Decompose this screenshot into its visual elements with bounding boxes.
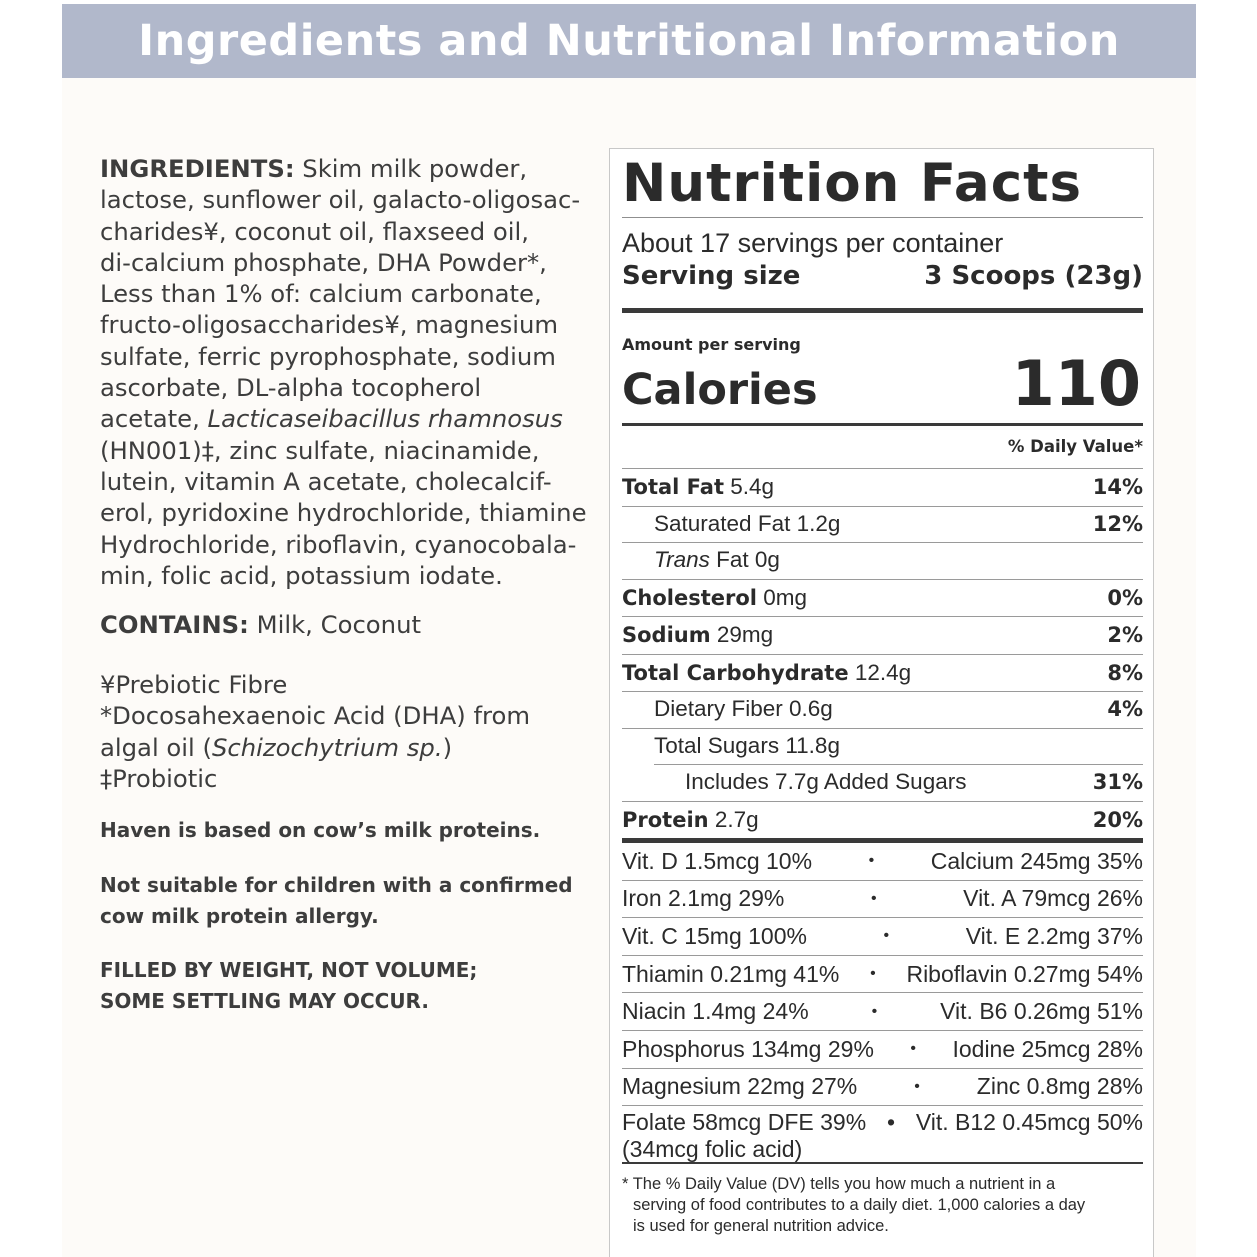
notice-weight-line2: SOME SETTLING MAY OCCUR. <box>100 989 429 1014</box>
bullet-separator: • <box>914 1077 920 1095</box>
nutrient-row-dietary-fiber <box>622 691 1143 728</box>
calories-row <box>622 347 1143 420</box>
vitamin-left: Niacin 1.4mg 24% <box>622 998 809 1025</box>
page-title: Ingredients and Nutritional Information <box>138 16 1120 66</box>
vitamin-right: Zinc 0.8mg 28% <box>976 1073 1143 1100</box>
notice-allergy-line2: cow milk protein allergy. <box>100 904 379 929</box>
footnote-dha-suffix: ) <box>442 732 453 762</box>
footnote-dha-line1: *Docosahexaenoic Acid (DHA) from <box>100 701 531 731</box>
vitamin-row-folate <box>622 1105 1143 1162</box>
total-fat-label: Total Fat <box>622 475 725 500</box>
sodium-dv: 2% <box>1107 623 1143 648</box>
total-sugars-label: Total Sugars 11.8g <box>654 732 840 758</box>
nutrition-facts-title: Nutrition Facts <box>622 153 1082 214</box>
total-carb-amount: 12.4g <box>848 659 912 685</box>
vitamin-row <box>622 1068 1143 1106</box>
serving-size-value: 3 Scoops (23g) <box>924 261 1143 291</box>
nutrient-row-trans-fat <box>622 542 1143 579</box>
ingredients-label: INGREDIENTS: <box>100 154 295 183</box>
nutrient-row-total-carbohydrate <box>622 654 1143 692</box>
footnote-dha-line2 <box>100 732 592 763</box>
nutrient-label <box>622 474 774 500</box>
ingredients-list-part2: (HN001)‡, zinc sulfate, niacinamide, lutein, vitamin A acetate, cholecalcif- erol, pyridoxine hydrochloride, thiamine Hydrochloride, riboflavin, cyanocobala- min, folic acid, potassium iodate. <box>100 435 587 590</box>
footnote-line1: * The % Daily Value (DV) tells you how much a nutrient in a <box>622 1175 1056 1194</box>
trans-fat-label <box>622 547 780 573</box>
footnote-line2: serving of food contributes to a daily diet. 1,000 calories a day <box>633 1196 1086 1215</box>
vitamin-left: Vit. D 1.5mcg 10% <box>622 847 813 874</box>
vitamin-row <box>622 1030 1143 1068</box>
notice-cow-milk: Haven is based on cow’s milk proteins. <box>100 818 541 843</box>
added-sugars-dv: 31% <box>1092 770 1143 795</box>
vitamin-right: Vit. A 79mcg 26% <box>963 885 1143 912</box>
serving-size-label: Serving size <box>622 261 801 291</box>
ingredients-column <box>100 153 592 1018</box>
serving-size-row <box>622 258 1143 294</box>
bullet-separator: • <box>868 852 875 870</box>
footnote-probiotic: ‡Probiotic <box>100 764 218 794</box>
nutrient-row-added-sugars <box>622 764 1143 801</box>
bullet-separator: • <box>871 1002 878 1020</box>
footnote-prebiotic: ¥Prebiotic Fibre <box>100 670 288 700</box>
vitamin-row <box>622 955 1143 993</box>
vitamin-left: Phosphorus 134mg 29% <box>622 1035 874 1062</box>
nutrient-label <box>622 660 911 686</box>
notice-allergy <box>100 870 592 933</box>
folate-line <box>622 1108 1143 1136</box>
total-fat-amount: 5.4g <box>724 474 775 500</box>
notice-fill-weight <box>100 955 592 1018</box>
ingredients-list-part1: Skim milk powder, lactose, sunflower oil, galacto-oligosac- charides¥, coconut oil, flaxseed oil, di-calcium phosphate, DHA Powder*, Less than 1% of: calcium carbonate, fructo-oligosaccharides¥, magnesium sulfate, ferric pyrophosphate, sodium ascorbate, DL-alpha tocopherol acetate, <box>100 154 581 434</box>
vitamin-right: Calcium 245mg 35% <box>930 847 1143 874</box>
vitamin-row <box>622 880 1143 918</box>
nutrient-label <box>622 622 773 648</box>
ingredients-text <box>100 153 592 591</box>
bullet-separator: • <box>883 927 890 945</box>
notice-allergy-line1: Not suitable for children with a confirmed <box>100 872 573 897</box>
daily-value-header: % Daily Value* <box>1007 437 1143 456</box>
vitamin-row <box>622 843 1143 880</box>
protein-amount: 2.7g <box>708 806 759 832</box>
notice-weight-line1: FILLED BY WEIGHT, NOT VOLUME; <box>100 957 478 982</box>
trans-fat-italic: Trans <box>654 547 710 573</box>
ingredients-probiotic-species: Lacticaseibacillus rhamnosus <box>207 404 563 434</box>
nutrient-row-cholesterol <box>622 579 1143 617</box>
vitamin-left: Vit. C 15mg 100% <box>622 922 807 949</box>
saturated-fat-label: Saturated Fat 1.2g <box>654 510 841 536</box>
nutrient-row-total-fat <box>622 468 1143 506</box>
folate-left: Folate 58mcg DFE 39% <box>622 1108 867 1135</box>
contains-label: CONTAINS: <box>100 610 249 640</box>
sodium-label: Sodium <box>622 623 711 648</box>
cholesterol-dv: 0% <box>1107 585 1143 610</box>
bullet-separator: • <box>910 1040 916 1058</box>
divider-thick <box>622 308 1143 313</box>
vitamin-b12: Vit. B12 0.45mcg 50% <box>915 1108 1143 1135</box>
bullet-separator: • <box>870 965 876 983</box>
added-sugars-label: Includes 7.7g Added Sugars <box>685 769 967 795</box>
ingredient-footnotes <box>100 669 592 794</box>
contains-text: Milk, Coconut <box>248 610 421 640</box>
sodium-amount: 29mg <box>710 622 774 648</box>
cholesterol-amount: 0mg <box>757 584 808 610</box>
nutrient-row-total-sugars <box>622 728 1143 765</box>
folic-acid-note: (34mcg folic acid) <box>622 1136 803 1163</box>
vitamin-right: Vit. B6 0.26mg 51% <box>940 998 1143 1025</box>
footnote-dha-prefix: algal oil ( <box>100 732 212 762</box>
vitamin-row <box>622 992 1143 1030</box>
vitamin-left: Thiamin 0.21mg 41% <box>622 960 840 987</box>
header-banner <box>62 4 1196 78</box>
vitamin-left: Magnesium 22mg 27% <box>622 1073 858 1100</box>
amount-per-serving: Amount per serving <box>622 335 801 354</box>
dietary-fiber-label: Dietary Fiber 0.6g <box>654 696 833 722</box>
nutrient-row-protein <box>622 801 1143 839</box>
total-carb-label: Total Carbohydrate <box>622 660 849 685</box>
footnote-dha-species: Schizochytrium sp. <box>212 732 443 762</box>
cholesterol-label: Cholesterol <box>622 585 757 610</box>
total-fat-dv: 14% <box>1092 475 1143 500</box>
footnote-line3: is used for general nutrition advice. <box>633 1217 889 1236</box>
vitamin-left: Iron 2.1mg 29% <box>622 885 785 912</box>
nutrient-row-sodium <box>622 616 1143 654</box>
nutrient-label <box>622 807 759 833</box>
vitamin-right: Riboflavin 0.27mg 54% <box>906 960 1143 987</box>
calories-value: 110 <box>1011 347 1141 420</box>
calories-label: Calories <box>622 365 818 415</box>
daily-value-footnote <box>622 1164 1143 1237</box>
nutrient-label <box>622 585 807 611</box>
vitamins-minerals <box>622 843 1143 1162</box>
protein-label: Protein <box>622 807 709 832</box>
nutrition-facts-label <box>609 148 1154 1257</box>
protein-dv: 20% <box>1092 807 1143 832</box>
trans-fat-text: Fat 0g <box>709 547 780 573</box>
vitamin-right: Iodine 25mcg 28% <box>952 1035 1143 1062</box>
servings-per-container: About 17 servings per container <box>622 228 1004 258</box>
allergen-contains <box>100 609 592 640</box>
vitamin-row <box>622 917 1143 955</box>
bullet-separator: • <box>886 1108 896 1135</box>
bullet-separator: • <box>870 889 877 907</box>
nutrient-row-saturated-fat <box>622 506 1143 543</box>
dietary-fiber-dv: 4% <box>1107 697 1143 722</box>
vitamin-right: Vit. E 2.2mg 37% <box>965 922 1143 949</box>
saturated-fat-dv: 12% <box>1092 511 1143 536</box>
divider <box>622 217 1143 218</box>
total-carb-dv: 8% <box>1107 660 1143 685</box>
